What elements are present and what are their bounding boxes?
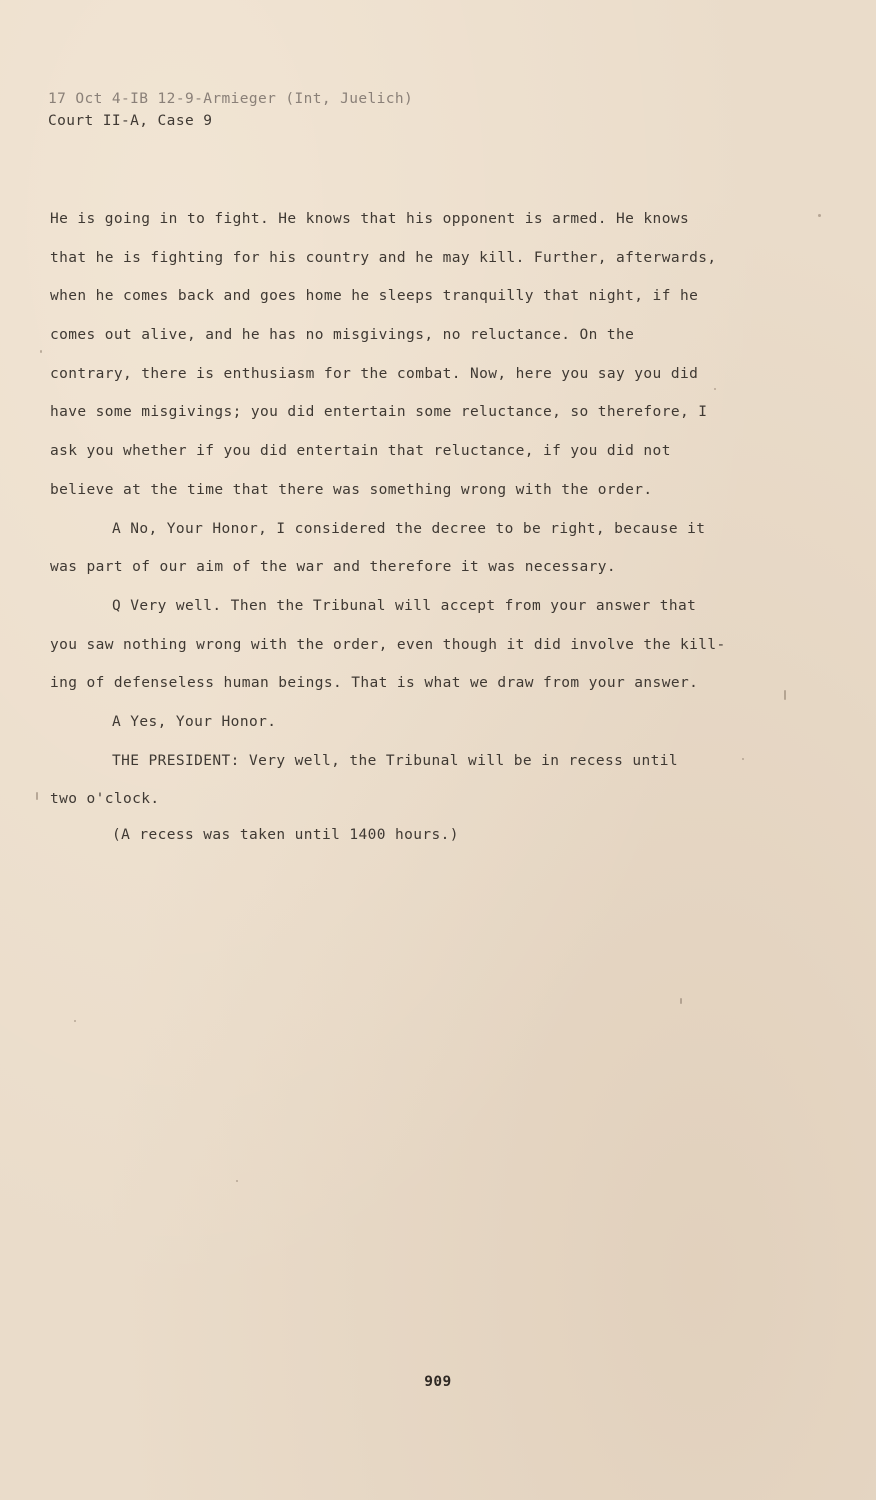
- transcript-line: ask you whether if you did entertain that reluctance, if you did not: [50, 443, 671, 460]
- paper-speck: [36, 792, 38, 800]
- paper-speck: [818, 214, 821, 217]
- paper-speck: [236, 1180, 238, 1182]
- paper-speck: [714, 388, 716, 390]
- transcript-line: that he is fighting for his country and he may kill. Further, afterwards,: [50, 249, 717, 266]
- paper-speck: [680, 998, 682, 1004]
- paper-speck: [742, 758, 744, 760]
- answer-line: A Yes, Your Honor.: [112, 713, 277, 730]
- page-number: 909: [424, 1374, 452, 1390]
- transcript-line: believe at the time that there was something wrong with the order.: [50, 481, 653, 498]
- transcript-line: was part of our aim of the war and therefore it was necessary.: [50, 559, 617, 576]
- transcript-line: two o'clock.: [50, 791, 160, 808]
- transcript-line: when he comes back and goes home he sleeps tranquilly that night, if he: [50, 288, 699, 305]
- paper-speck: [40, 350, 42, 353]
- document-header: [48, 88, 413, 132]
- transcript-body: [50, 200, 780, 851]
- recess-note: (A recess was taken until 1400 hours.): [112, 827, 459, 843]
- transcript-line: comes out alive, and he has no misgivings, no reluctance. On the: [50, 327, 635, 344]
- transcript-line: ing of defenseless human beings. That is what we draw from your answer.: [50, 675, 699, 692]
- header-date-line: 17 Oct 4-IB 12-9-Armieger (Int, Juelich): [48, 91, 414, 107]
- transcript-line: contrary, there is enthusiasm for the combat. Now, here you say you did: [50, 365, 699, 382]
- transcript-line: have some misgivings; you did entertain some reluctance, so therefore, I: [50, 404, 708, 421]
- header-court-line: Court II-A, Case 9: [48, 113, 213, 129]
- transcript-line: you saw nothing wrong with the order, even though it did involve the kill-: [50, 636, 726, 653]
- transcript-line: He is going in to fight. He knows that his opponent is armed. He knows: [50, 211, 690, 227]
- question-line: Q Very well. Then the Tribunal will accept from your answer that: [112, 597, 697, 614]
- president-line: THE PRESIDENT: Very well, the Tribunal will be in recess until: [112, 752, 679, 769]
- paper-speck: [74, 1020, 76, 1022]
- answer-line: A No, Your Honor, I considered the decree to be right, because it: [112, 520, 706, 537]
- paper-speck: [784, 690, 786, 700]
